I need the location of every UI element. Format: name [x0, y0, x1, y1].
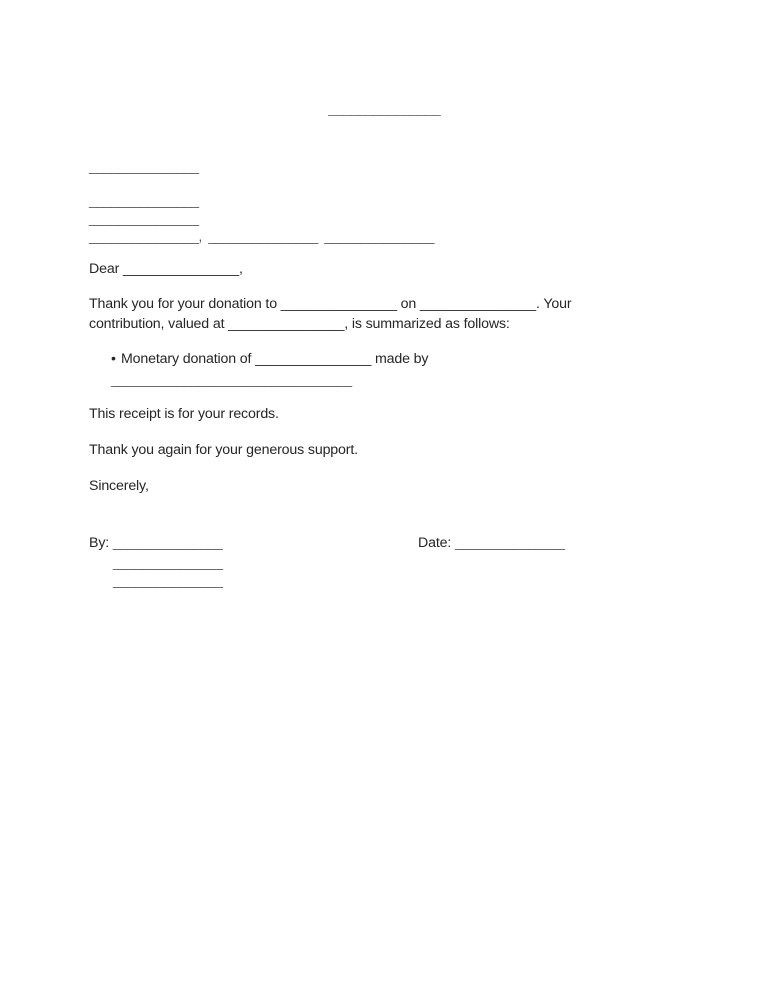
letterhead-title-blank[interactable]: _______________ — [328, 101, 440, 118]
signature-by-field[interactable] — [89, 534, 222, 553]
address-line-4-city-state-zip-blanks[interactable]: _______________, _______________ _______________ — [89, 229, 434, 245]
bullet-text-line-1: Monetary donation of _______________ made by — [121, 351, 429, 367]
body-paragraph[interactable]: Thank you for your donation to _______________ on _______________. Your contribution, valued at _______________, is summarized as follows: — [89, 296, 572, 332]
donation-detail-bullet-item[interactable] — [111, 350, 471, 390]
salutation-line[interactable]: Dear _______________, — [89, 261, 243, 277]
signature-extra-line-2-blank[interactable]: _______________ — [113, 573, 223, 589]
signature-date-blank[interactable]: _______________ — [454, 535, 565, 551]
signature-by-label: By: — [89, 535, 113, 551]
address-line-2-blank[interactable]: _______________ — [89, 193, 199, 209]
signature-extra-line-1-blank[interactable]: _______________ — [113, 555, 223, 571]
address-line-1-blank[interactable]: _______________ — [89, 159, 199, 175]
closing-line-sincerely: Sincerely, — [89, 478, 149, 494]
closing-line-receipt-records: This receipt is for your records. — [89, 406, 279, 422]
bullet-text-line-2-blank[interactable]: _________________________________ — [111, 371, 352, 388]
signature-by-blank[interactable]: _______________ — [112, 535, 223, 551]
signature-date-field[interactable] — [418, 534, 564, 553]
signature-date-label: Date: — [418, 535, 455, 551]
bullet-point-icon: • — [111, 351, 116, 367]
closing-line-thank-you-support: Thank you again for your generous support. — [89, 442, 358, 458]
address-line-3-blank[interactable]: _______________ — [89, 211, 199, 227]
